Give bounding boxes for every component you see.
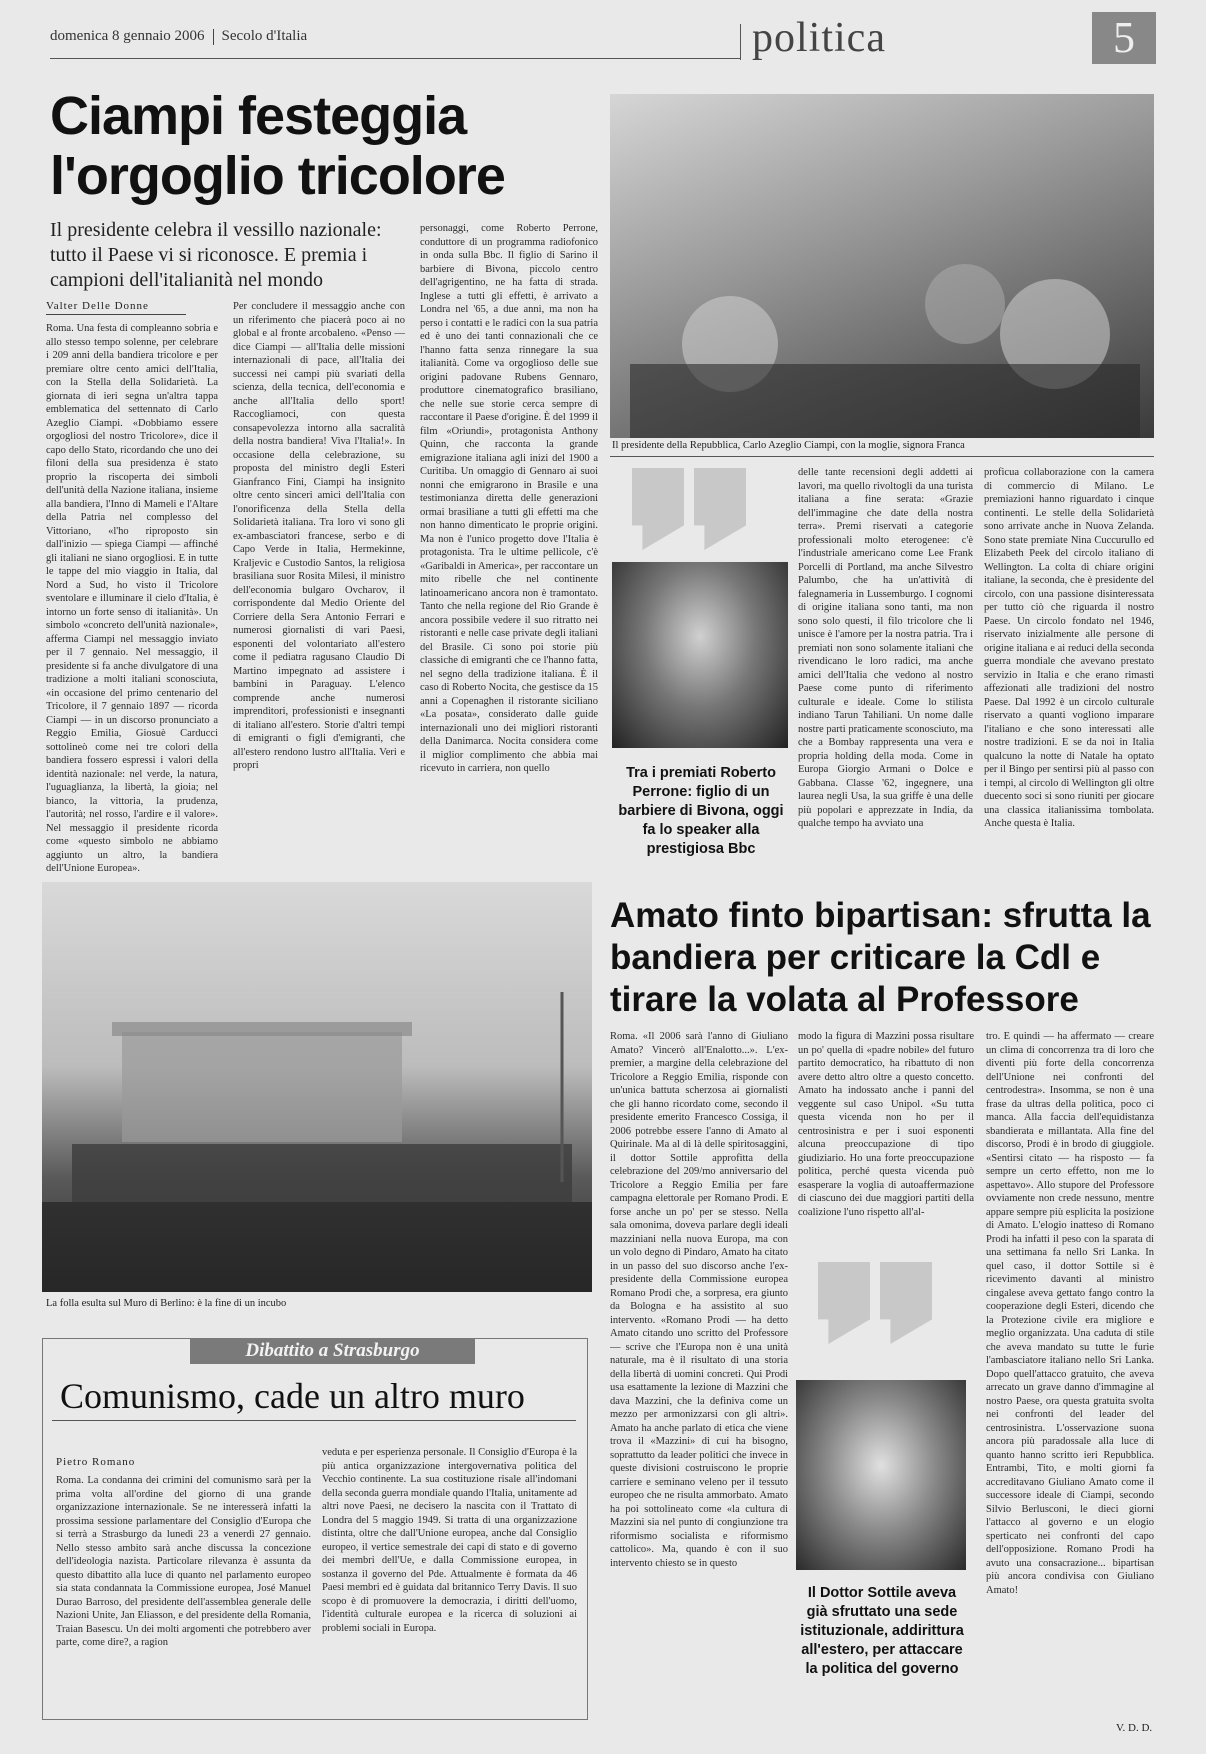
amato-pullquote: Il Dottor Sottile aveva già sfruttato una sede istituzionale, addirittura all'estero, per attaccare la politica del governo bbox=[800, 1585, 964, 1677]
crowd-illustration bbox=[610, 94, 1154, 438]
section-divider bbox=[740, 24, 741, 60]
lead-column-4: delle tante recensioni degli addetti ai lavori, ma quello rivoltogli da una turista italiana a fine serata: «Grazie dell'immagine che date della nostra terra». Premi riservati a categorie professionali molto eterogenee: c'è l'industriale americano come Lee Frank Porcelli di Portland, ma anche Silvestro Palumbo, che ha un'attività di falegnameria in Lussemburgo. I cognomi di origine italiana sono tanti, ma non sono solo questi, il filo tricolore che li unisce è l'amore per la nostra patria. Tra i premiati non sono solamente italiani che rivendicano le loro radici, ma anche amici dell'Italia che vedono al nostro Paese come punto di riferimento culturale e ideale. Come lo stilista indiano Tarun Tahiliani. Un nome dalle nostre parti praticamente sconosciuto, ma che a Bombay rappresenta una vera e propria holding della moda. Come in Europa Giorgio Armani o Dolce e Gabbana. Classe '62, ingegnere, una laurea negli Usa, la sua griffe è una delle più popolari e apprezzate in India, da qualche tempo ha avviato una bbox=[798, 467, 973, 829]
strasburgo-kicker: Dibattito a Strasburgo bbox=[190, 1338, 475, 1364]
amato-headline: Amato finto bipartisan: sfrutta la bandiera per criticare la Cdl e tirare la volata al Professore bbox=[610, 896, 1151, 1019]
quote-mark-left bbox=[632, 468, 684, 550]
quote-mark-right bbox=[694, 468, 746, 550]
lead-column-5: proficua collaborazione con la camera di commercio di Milano. Le premiazioni hanno riguardato i cinque continenti. Le stelle della Solidarietà sono arrivate anche in Nuova Zelanda. Sono state premiate Nina Cuccurullo ed Elizabeth Peek del circolo italiano di Wellington. La colta di chiare origini italiane, la seconda, che è presidente del circolo, con una passione disinteressata per tutto ciò che riguarda il nostro Paese. Un circolo fondato nel 1946, riservato inizialmente alle persone di origine italiana e ai reduci della seconda guerra mondiale che avevano prestato servizio in Italia e che erano rimasti affezionati alle tradizioni del nostro Paese. Dal 1992 è un circolo culturale riservato a quanti vogliono imparare l'italiano e che sono interessati alle nostre tradizioni. E se da noi in Italia qualcuno la notte di Natale ha optato per il Bingo per sentirsi più al passo con i tempi, al circolo di Wellington gli oltre duecento soci si sono riuniti per giocare una classica italianissima tombolata. Anche questa è Italia. bbox=[984, 467, 1154, 829]
lead-deck: Il presidente celebra il vessillo nazionale: tutto il Paese vi si riconosce. E premia i campioni dell'italianità nel mondo bbox=[50, 219, 382, 291]
amato-column-1: Roma. «Il 2006 sarà l'anno di Giuliano Amato? Vincerò all'Enalotto...». L'ex-premier, a margine della celebrazione del Tricolore a Reggio Emilia, risponde con un'unica battuta scherzosa ai giornalisti che gli hanno ricordato come, secondo il presidente emerito Francesco Cossiga, il 2006 potrebbe essere l'anno di Amato al Quirinale. Ma al di là delle spiritosaggini, il dottor Sottile approfitta della celebrazione del 209/mo anniversario del Tricolore a Reggio Emilia per fare campagna elettorale per Romano Prodi. E forse anche un po' per se stesso. Nella sala omonima, doveva parlare degli ideali mazziniani nella nuova Europa, ma con un volo degno di Pindaro, Amato ha citato in un passo del suo discorso anche l'ex-presidente della Commissione europea Romano Prodi che, a sorpresa, era giunto da Bologna e ha assistito al suo intervento. «Romano Prodi — ha detto Amato citando uno scritto del Professore — scrive che l'Europa non è una unità naturale, ma è il risultato di una storia della libertà di uomini concreti. Qui Prodi usa esattamente la lezione di Mazzini che dava Mazzini, che la definiva come un mezzo per armonizzarsi con gli altri». Amato ha anche parlato di etica che viene trova il «Mazzini» di cui ha bisogno, soprattutto da leader politici che invece in queste divisioni costruiscono le proprie carriere e seminano veleno per il tessuto europeo che ne risulta ammorbato. Amato ha poi sottolineato come «la cultura di Mazzini sia nel punto di congiunzione tra riformismo socialista e riformismo cattolico». Ma, quando è con il suo intervento chiesto se in questo bbox=[610, 1031, 788, 1569]
quote-marks-decoration bbox=[632, 468, 746, 550]
newspaper-name: Secolo d'Italia bbox=[221, 28, 308, 44]
perrone-pullquote: Tra i premiati Roberto Perrone: figlio di un barbiere di Bivona, oggi fa lo speaker alla prestigiosa Bbc bbox=[618, 765, 784, 857]
quote-mark-right bbox=[880, 1262, 932, 1344]
lead-column-1: Roma. Una festa di compleanno sobria e allo stesso tempo solenne, per celebrare i 209 anni della bandiera tricolore e per premiare oltre cento amici dell'Italia, con la Stella della Solidarietà. La giornata di ieri segna un'altra tappa emblematica del settennato di Carlo Azeglio Ciampi. «Dobbiamo essere orgogliosi del nostro Tricolore», dice il capo dello Stato, ricordando che uno dei filoni della sua presidenza è stato proprio la riscoperta dei simboli dell'unità della Nazione italiana, insieme alla bandiera, l'Inno di Mameli e l'Altare della Patria nel complesso del Vittoriano, «l'ho riproposto sin dall'inizio — spiega Ciampi — affinché gli italiani ne siano orgogliosi. E in tutte le tappe del mio viaggio in Italia, dal Nord a Sud, ho visto il Tricolore sventolare e illuminare il cielo d'Italia, è intorno un forte senso di italianità». Un simbolo «concreto dell'unità nazionale», afferma Ciampi nel messaggio inviato per il 7 gennaio. Nel messaggio, il presidente si fa anche divulgatore di una tradizione a molti italiani sconosciuta, «in occasione del primo centenario del Tricolore, il 7 gennaio 1897 — ricorda Ciampi — in un discorso pronunciato a Reggio Emilia, Giosuè Carducci sottolineò come nei tre colori della bandiera fossero espressi i valori della identità nazionale: nel verde, la natura, l'uguaglianza, la libertà, la gioia; nel bianco, la vittoria, la prudenza, l'autorità; nel rosso, l'ardire e il valore». Nel messaggio il presidente ricorda come «questo simbolo ne abbiamo aggiunto un altro, la bandiera dell'Unione Europea». bbox=[46, 323, 218, 872]
strasburgo-byline: Pietro Romano bbox=[56, 1456, 136, 1468]
berlin-photo-caption: La folla esulta sul Muro di Berlino: è la fine di un incubo bbox=[46, 1298, 287, 1309]
ciampi-photo bbox=[610, 94, 1154, 438]
section-title: politica bbox=[752, 15, 886, 61]
strasburgo-headline: Comunismo, cade un altro muro bbox=[60, 1376, 525, 1416]
strasburgo-column-1: Roma. La condanna dei crimini del comunismo sarà per la prima volta all'ordine del giorno di una grande organizzazione internazionale. Se ne interesserà infatti la prossima sessione parlamentare del Consiglio d'Europa che si terrà a Strasburgo da lunedì 23 a venerdì 27 gennaio. Nello stesso ambito sarà anche discussa la concezione dell'ideologia nazista. Particolare rilevanza è assunta da questo dibattito alla luce di quanto nel parlamento europeo sia stata condannata la Commissione europea, José Manuel Durao Barroso, del presidente dell'assemblea generale delle Nazioni Unite, Jan Eliasson, e del presidente della Romania, Traian Basescu. Un dei molti argomenti che potrebbero aver parte, come dire?, a ragion bbox=[56, 1475, 311, 1648]
lead-column-2: Per concludere il messaggio anche con un riferimento che piacerà poco ai no global e al fronte arcobaleno. «Penso — dice Ciampi — all'Italia delle missioni internazionali di pace, all'Italia dei successi nei campi più svariati della scienza, della tecnica, dell'economia e anche all'Italia dello sport! Raccogliamoci, con questa consapevolezza intorno alla sacralità della nostra bandiera! Viva l'Italia!». In occasione della celebrazione, su proposta del ministro degli Esteri Gianfranco Fini, Ciampi ha insignito oltre cento sinceri amici dell'Italia con l'onorificenza della Stella della Solidarietà italiana. Tra loro vi sono gli ex-ambasciatori francese, serbo e di Capo Verde in Italia, Hermekinne, Kraljevic e Custodio Santos, la religiosa brasiliana suor Rosita Milesi, il ministro dell'economia bulgaro Ovcharov, il corrispondente dal Medio Oriente del Corriere della Sera Antonio Ferrari e numerosi giornalisti di vari Paesi, esponenti del volontariato all'estero come il pediatra ragusano Claudio Di Martino impegnato ad assistere i bambini in Paraguay. L'elenco comprende anche numerosi imprenditori, professionisti e insegnanti di italiano all'estero. Storie d'altri tempi di emigranti o figli d'emigranti, che all'estero rendono lustro all'Italia. Veri e propri bbox=[233, 301, 405, 771]
lead-headline: Ciampi festeggia l'orgoglio tricolore bbox=[50, 86, 505, 206]
strasburgo-column-2: veduta e per esperienza personale. Il Consiglio d'Europa è la più antica organizzazione intergovernativa politica del Vecchio continente. La sua costituzione risale all'indomani della seconda guerra mondiale quando l'Italia, unitamente ad altri nove Paesi, ne decisero la nascita con il Trattato di Londra del 5 maggio 1949. Si tratta di una organizzazione distinta, oltre che dall'Unione europea, anche dal Consiglio europeo, il vertice semestrale dei capi di stato e di governo dei membri dell'Ue, e dalla Commissione europea, in sostanza il governo del Pde. Attualmente è formata da 46 Paesi membri ed è guidata dal britannico Terry Davis. Il suo scopo è di promuovere la democrazia, i diritti dell'uomo, l'identità culturale europea e la ricerca di soluzioni ai problemi sociali in Europa. bbox=[322, 1447, 577, 1634]
ciampi-photo-caption: Il presidente della Repubblica, Carlo Azeglio Ciampi, con la moglie, signora Franca bbox=[612, 440, 965, 451]
amato-photo bbox=[796, 1380, 966, 1570]
masthead-divider bbox=[213, 29, 214, 45]
lead-column-3: personaggi, come Roberto Perrone, conduttore di un programma radiofonico in onda sulla Bbc. Il figlio di Sarino il barbiere di Bivona, piccolo centro dell'agrigentino, ne ha fatta di strada. Inglese a tutti gli effetti, è arrivato a Londra nel '65, a due anni, ma non ha perso i contatti e le radici con la sua patria ed è uno dei tanti connazionali che ce l'hanno fatta senza rinnegare la sua italianità. Come va orgoglioso delle sue origini padovane Rubens Gennaro, produttore cinematografico brasiliano, che nelle sue storie cerca sempre di raccontare il Paese d'origine. È del 1999 il film «Oriundi», protagonista Anthony Quinn, che racconta la grande emigrazione italiana agli inizi del 1900 a Curitiba. Un omaggio di Gennaro ai suoi nonni che emigrarono in Brasile e una testimonianza diretta delle generazioni ormai brasiliane a tutti gli effetti ma che non hanno dimenticato le proprie origini. Ma non è l'unico progetto dove l'Italia è protagonista. Tra le ultime pellicole, c'è «Garibaldi in America», per raccontare un mito ribelle che nel continente latinoamericano ancora non è tramontato. Tanto che nella regione del Rio Grande è ancora possibile vedere il suo ritratto nei ristoranti e nelle case private degli italiani del Brasile. Ci sono poi storie più classiche di emigranti che ce l'hanno fatta, nel segno della tradizione italiana. È il caso di Roberto Nocita, che gestisce da 15 anni a Copenaghen il ristorante siciliano «La posata», considerato dalle guide internazionali uno dei migliori ristoranti della Danimarca. Nocita considera come il miglior complimento che abbia mai ricevuto in carriera, non quello bbox=[420, 223, 598, 774]
page-number: 5 bbox=[1092, 12, 1156, 64]
issue-date: domenica 8 gennaio 2006 bbox=[50, 28, 205, 44]
quote-mark-left bbox=[818, 1262, 870, 1344]
amato-signature: V. D. D. bbox=[1116, 1722, 1153, 1734]
amato-column-2: modo la figura di Mazzini possa risultare un po' quella di «padre nobile» del futuro partito democratico, ha ribattuto di non avere detto altro oltre a questo concetto. Amato ha indossato anche i panni del veggente sul caso Unipol. «Su tutta questa vicenda non ho per il centrosinistra e per i suoi esponenti alcuna preoccupazione di tipo giudiziario. Ho una forte preoccupazione politica, perché questa vicenda può esasperare la voglia di autoaffermazione di ciascuno dei due maggiori partiti della coalizione l'uno rispetto all'al- bbox=[798, 1031, 974, 1218]
masthead bbox=[50, 28, 307, 45]
perrone-photo bbox=[612, 562, 788, 748]
berlin-wall-photo bbox=[42, 882, 592, 1292]
caption-rule bbox=[610, 456, 1154, 457]
lead-byline: Valter Delle Donne bbox=[46, 300, 186, 315]
brandenburg-gate-illustration bbox=[42, 882, 592, 1292]
strasburgo-rule bbox=[52, 1420, 576, 1421]
quote-marks-decoration-2 bbox=[818, 1262, 932, 1344]
masthead-rule bbox=[50, 58, 740, 59]
amato-column-3: tro. E quindi — ha affermato — creare un clima di concorrenza tra di loro che diventi più forte della concorrenza dell'Unione nei confronti del centrodestra». Insomma, se non è una frase da ultras della politica, poco ci manca. Alla faccia dell'equidistanza sbandierata e millantata. Alla fine del discorso, Prodi è in brodo di giuggiole. «Sentirsi citato — ha risposto — fa sempre un certo effetto, non me lo aspettavo». Allo stupore del Professore ovviamente non crede nessuno, mentre appare sempre più esplicita la posizione di Amato. L'elogio inatteso di Romano Prodi ha infatti il peso con la sparata di una settimana fa nello Sri Lanka. In quel caso, il dottor Sottile si è ricevimento davanti al ministro cingalese aveva gettato fango contro la cooperazione degli Esteri, dicendo che la Protezione civile era migliore e meglio organizzata. Una caduta di stile che aveva mandato su tutte le furie l'ambasciatore italiano nello Sri Lanka. Dopo quell'attacco gratuito, che aveva arrecato un grave danno d'immagine al nostro Paese, ora questa gratuita svolta nei confronti del leader del centrosinistra. L'osservazione suona ancora più paradossale alla luce di quanto hanno scritto ieri Repubblica. Entrambi, Tito, e molti giorni fa accreditavano Giuliano Amato come il successore ideale di Ciampi, secondo Silvio Berlusconi, le dieci giorni l'attacco al governo e un elogio sperticato nei confronti del capo dell'opposizione. Romano Prodi ha avuto una consacrazione... bipartisan più ancora condivisa con Giuliano Amato! bbox=[986, 1031, 1154, 1596]
